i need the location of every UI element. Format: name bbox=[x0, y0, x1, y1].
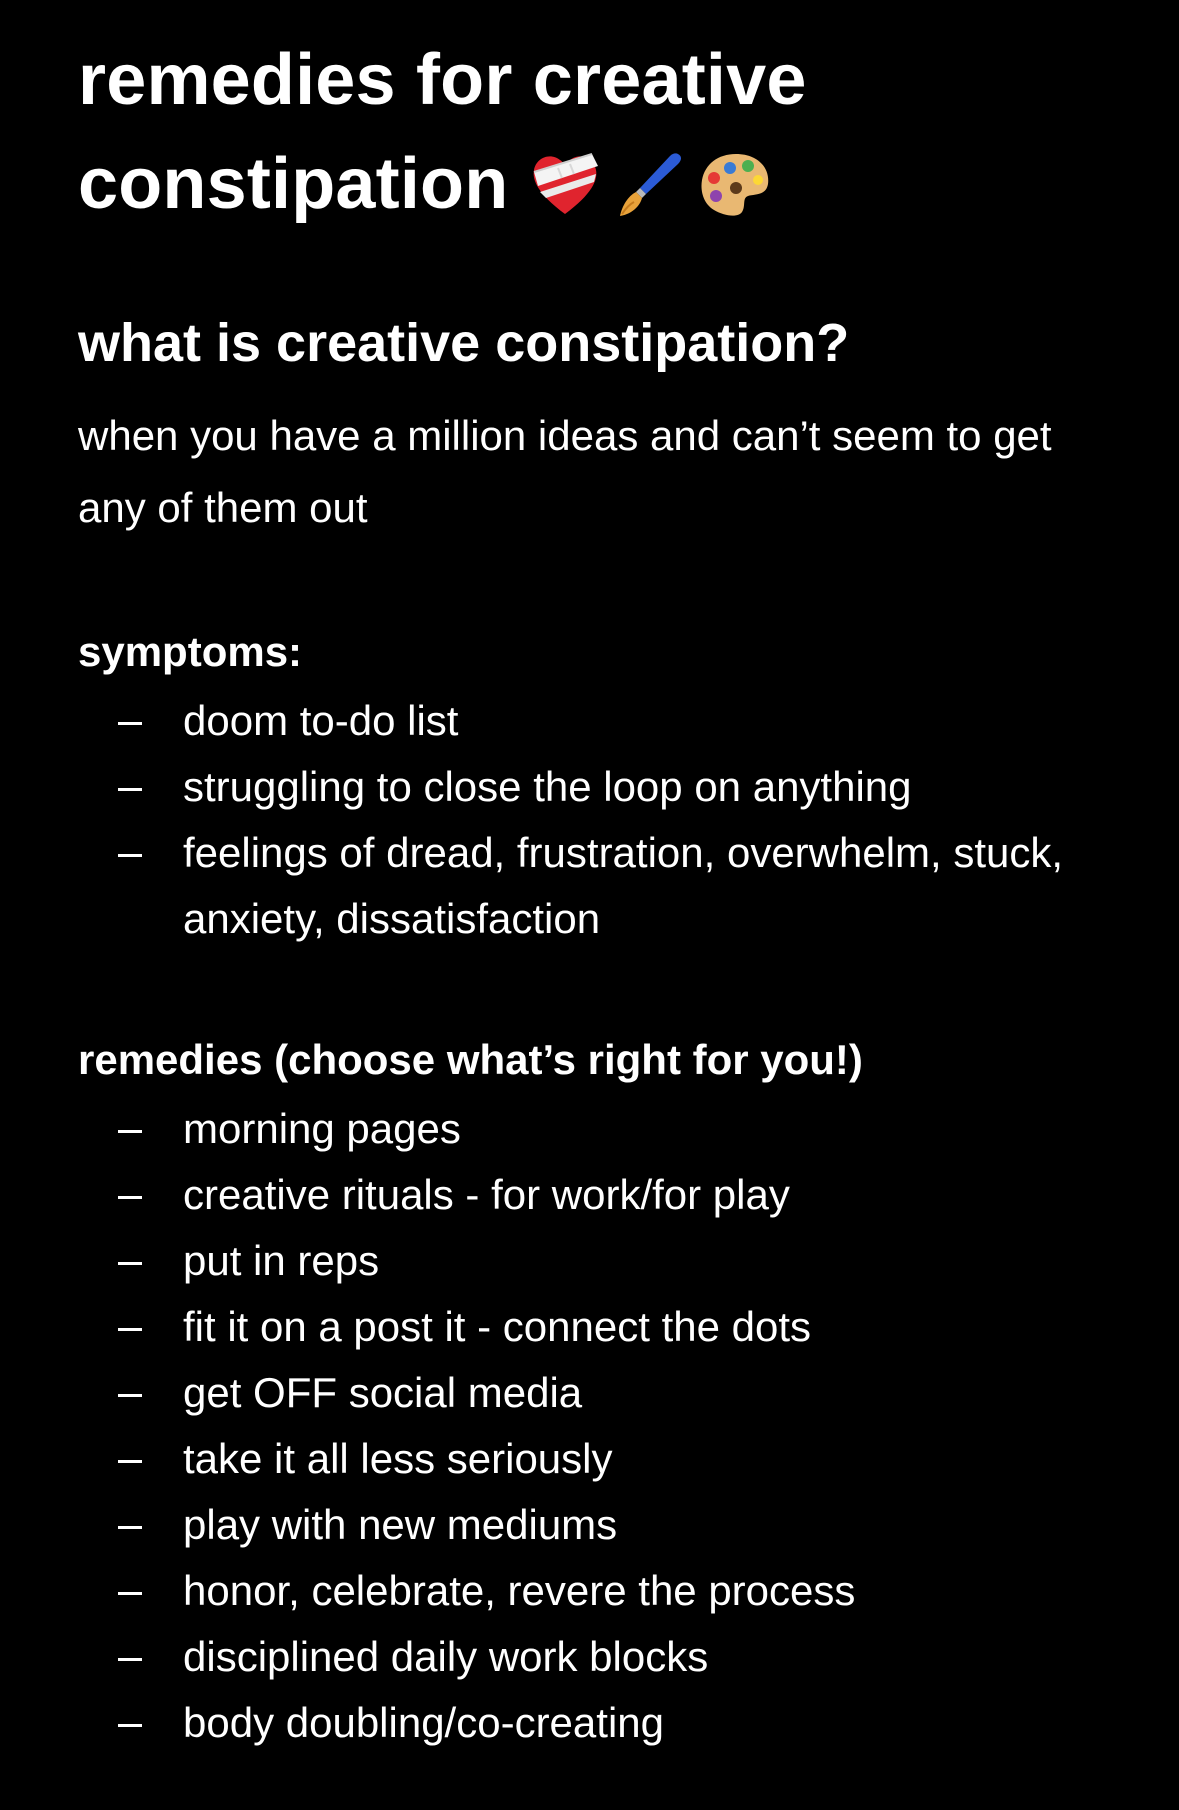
list-item bbox=[78, 1624, 1118, 1690]
list-item bbox=[78, 1492, 1118, 1558]
symptom-text: feelings of dread, frustration, overwhelm, stuck, anxiety, dissatisfaction bbox=[183, 829, 1064, 942]
symptom-text: struggling to close the loop on anything bbox=[183, 763, 912, 810]
symptom-text: doom to-do list bbox=[183, 697, 459, 744]
list-item bbox=[78, 820, 1083, 952]
remedies-list bbox=[78, 1096, 1118, 1756]
list-item bbox=[78, 754, 1118, 820]
list-item bbox=[78, 1294, 1118, 1360]
remedy-text: fit it on a post it - connect the dots bbox=[183, 1303, 812, 1350]
remedy-text: disciplined daily work blocks bbox=[183, 1633, 709, 1680]
list-item bbox=[78, 1228, 1118, 1294]
remedies-label: remedies (choose what’s right for you!) bbox=[78, 1036, 863, 1083]
symptoms-label: symptoms: bbox=[78, 628, 303, 675]
list-item bbox=[78, 1558, 1118, 1624]
mending-heart-icon bbox=[528, 148, 602, 222]
remedy-text: get OFF social media bbox=[183, 1369, 583, 1416]
list-item bbox=[78, 1360, 1118, 1426]
list-item bbox=[78, 1096, 1118, 1162]
remedy-text: creative rituals - for work/for play bbox=[183, 1171, 790, 1218]
list-item bbox=[78, 1162, 1118, 1228]
title-text: remedies for creative constipation bbox=[78, 40, 807, 224]
definition-body: when you have a million ideas and can’t seem to get any of them out bbox=[78, 412, 1052, 531]
symptoms-list bbox=[78, 688, 1118, 952]
title-emojis bbox=[528, 148, 774, 222]
definition-heading: what is creative constipation? bbox=[78, 313, 850, 373]
list-item bbox=[78, 1426, 1118, 1492]
remedy-text: take it all less seriously bbox=[183, 1435, 613, 1482]
list-item bbox=[78, 1690, 1118, 1756]
remedy-text: put in reps bbox=[183, 1237, 380, 1284]
page-title bbox=[78, 28, 1118, 236]
remedy-text: play with new mediums bbox=[183, 1501, 618, 1548]
list-item bbox=[78, 688, 1118, 754]
remedy-text: morning pages bbox=[183, 1105, 461, 1152]
paintbrush-icon bbox=[612, 148, 686, 222]
artist-palette-icon bbox=[696, 148, 774, 222]
remedy-text: body doubling/co-creating bbox=[183, 1699, 664, 1746]
remedy-text: honor, celebrate, revere the process bbox=[183, 1567, 856, 1614]
